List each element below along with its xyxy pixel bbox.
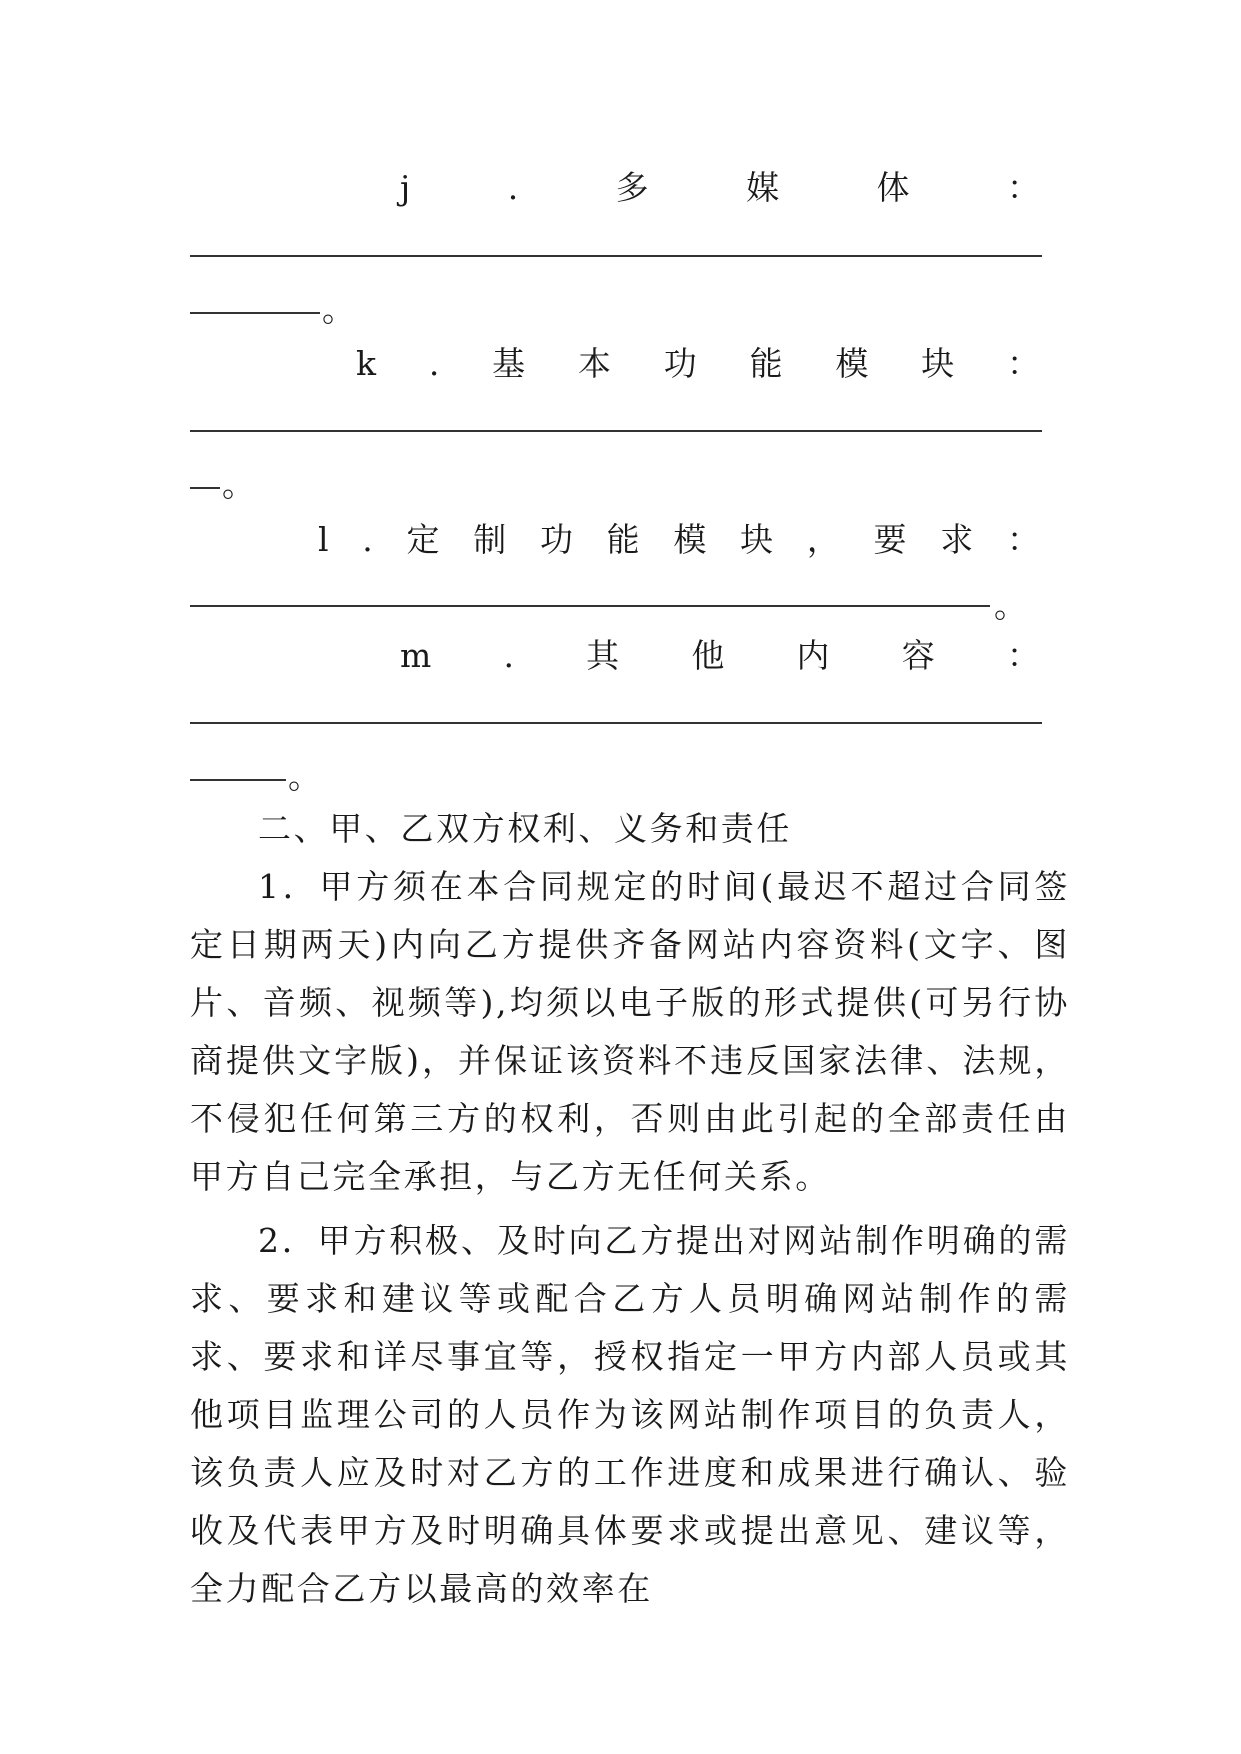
item-k-char: 功	[663, 344, 697, 383]
paragraph: 2．甲方积极、及时向乙方提出对网站制作明确的需求、要求和建议等或配合乙方人员明确网站制作的需求、要求和详尽事宜等，授权指定一甲方内部人员或其他项目监理公司的人员作为该网站制作项目的负责人，该负责人应及时对乙方的工作进度和成果进行确认、验收及代表甲方及时明确具体要求或提出意见、建议等，全力配合乙方以最高的效率在	[190, 1221, 1070, 1608]
item-l-char: 求	[940, 520, 974, 559]
item-j-char: j	[400, 168, 411, 207]
item-k-char: 本	[577, 344, 611, 383]
item-k-char: 能	[749, 344, 783, 383]
item-l-char: .	[362, 520, 373, 559]
item-m-char: .	[503, 636, 514, 675]
fill-in-blank-line	[190, 312, 320, 314]
item-k-period: 。	[222, 465, 255, 504]
item-k-char: ：	[1007, 344, 1040, 383]
item-j-char: ：	[1007, 168, 1040, 207]
section-heading: 二、甲、乙双方权利、义务和责任	[258, 809, 792, 848]
item-j-period: 。	[322, 290, 355, 329]
item-m-char: 他	[691, 636, 725, 675]
item-k-char: 基	[492, 344, 526, 383]
item-k-label	[356, 344, 1040, 384]
fill-in-blank-line	[190, 487, 220, 489]
item-l-char: 功	[539, 520, 573, 559]
item-l-char: 模	[673, 520, 707, 559]
item-m-char: m	[400, 636, 432, 675]
fill-in-blank-line	[190, 722, 1042, 724]
item-m-label	[400, 636, 1040, 676]
item-l-char: ：	[1006, 520, 1040, 559]
item-k-char: 模	[835, 344, 869, 383]
item-j-char: 多	[615, 168, 649, 207]
item-m-char: 内	[796, 636, 830, 675]
fill-in-blank-line	[190, 605, 990, 607]
item-m-period: 。	[288, 757, 321, 796]
item-l-char: l	[318, 520, 329, 559]
fill-in-blank-line	[190, 255, 1042, 257]
item-l-char: 要	[873, 520, 907, 559]
item-k-char: 块	[921, 344, 955, 383]
paragraph: 1．甲方须在本合同规定的时间(最迟不超过合同签定日期两天)内向乙方提供齐备网站内容资料(文字、图片、音频、视频等),均须以电子版的形式提供(可另行协商提供文字版)，并保证该资料不违反国家法律、法规，不侵犯任何第三方的权利，否则由此引起的全部责任由甲方自己完全承担，与乙方无任何关系。	[190, 867, 1070, 1196]
item-l-period: 。	[994, 586, 1027, 625]
item-m-char: ：	[1006, 636, 1040, 675]
item-m-char: 容	[901, 636, 935, 675]
item-l-char: 块	[740, 520, 774, 559]
item-l-char: ，	[806, 520, 840, 559]
item-l-char: 制	[473, 520, 507, 559]
fill-in-blank-line	[190, 430, 1042, 432]
item-j-char: 体	[876, 168, 910, 207]
item-j-char: 媒	[746, 168, 780, 207]
item-k-char: k	[356, 344, 376, 383]
fill-in-blank-line	[190, 779, 286, 781]
item-l-label	[318, 520, 1040, 560]
section-2	[190, 800, 1070, 1618]
item-l-char: 能	[606, 520, 640, 559]
item-j-char: .	[507, 168, 519, 207]
item-l-char: 定	[406, 520, 440, 559]
item-k-char: .	[428, 344, 440, 383]
item-m-char: 其	[586, 636, 620, 675]
item-j-label	[400, 168, 1040, 208]
